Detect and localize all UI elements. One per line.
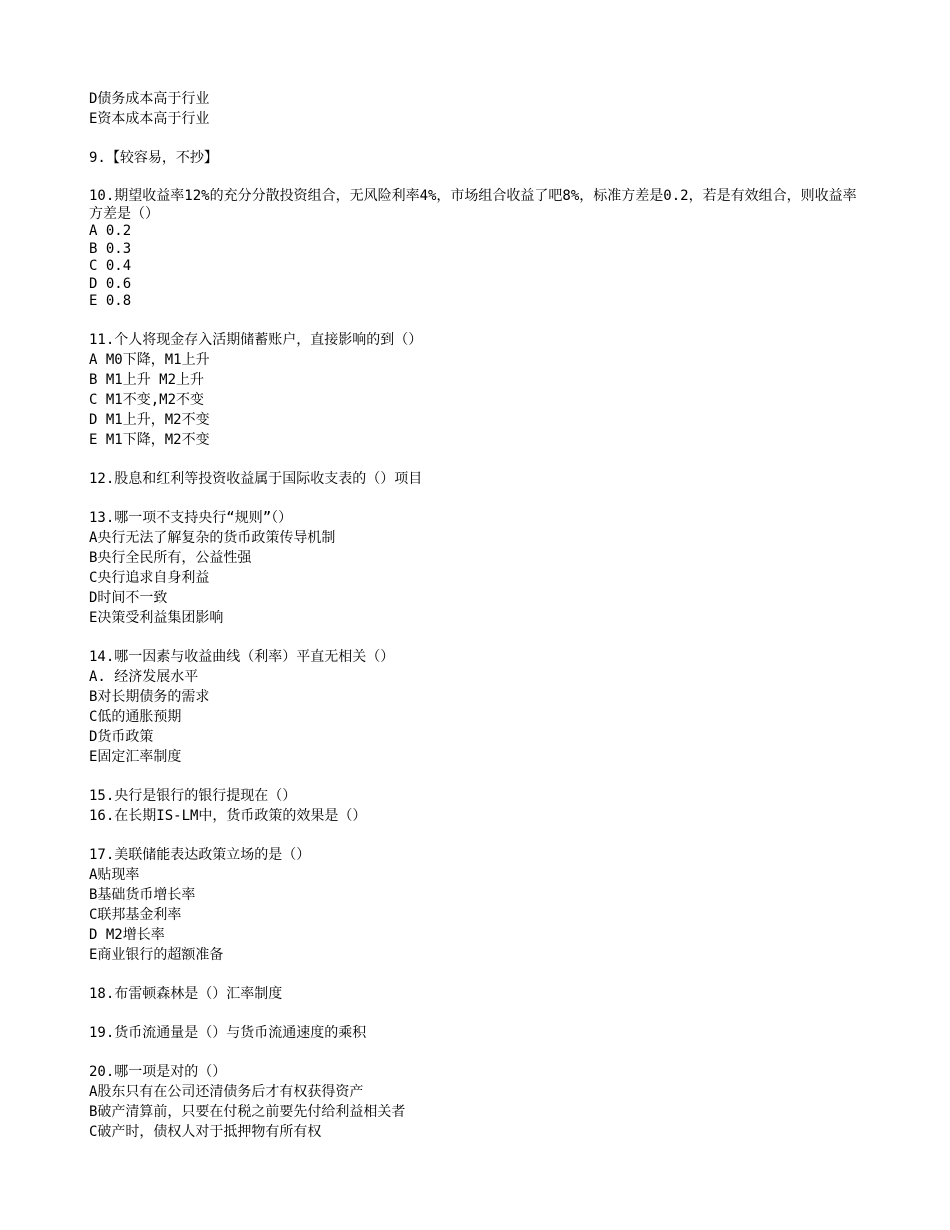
option-a: A 0.2: [89, 223, 132, 239]
option-d: D货币政策: [89, 728, 154, 745]
option-e: E商业银行的超额准备: [89, 946, 224, 963]
option-d: D M2增长率: [89, 926, 165, 943]
question-text: 18.布雷顿森林是（）汇率制度: [89, 985, 283, 1002]
question-text: 13.哪一项不支持央行“规则”（）: [89, 509, 293, 526]
option-e: E决策受利益集团影响: [89, 609, 224, 626]
option-a: A. 经济发展水平: [89, 668, 199, 685]
question-8-options-tail: [89, 89, 869, 129]
option-b: B 0.3: [89, 240, 132, 257]
document-page: [89, 89, 869, 1142]
question-text: 17.美联储能表达政策立场的是（）: [89, 846, 311, 863]
option-b: B M1上升 M2上升: [89, 371, 205, 388]
option-e: E固定汇率制度: [89, 748, 182, 765]
question-text: 10.期望收益率12%的充分分散投资组合，无风险利率4%，市场组合收益了吧8%，标准方差是0.2，若是有效组合，则收益率方差是（）: [89, 188, 857, 222]
option-c: C 0.4: [89, 258, 132, 275]
option-b: B对长期债务的需求: [89, 688, 210, 705]
option-a: A央行无法了解复杂的货币政策传导机制: [89, 529, 336, 546]
option-d: D M1上升，M2不变: [89, 411, 210, 428]
question-15-text: 15.央行是银行的银行提现在（）: [89, 787, 297, 804]
questions-15-16: [89, 786, 869, 826]
question-11: [89, 330, 869, 450]
question-13: [89, 508, 869, 628]
question-12: [89, 469, 869, 489]
question-text: 9.【较容易，不抄】: [89, 150, 218, 166]
question-9: [89, 148, 869, 168]
option-b: B基础货币增长率: [89, 886, 196, 903]
question-16-text: 16.在长期IS-LM中，货币政策的效果是（）: [89, 807, 367, 824]
option-e: E M1下降，M2不变: [89, 431, 210, 448]
option-c: C M1不变,M2不变: [89, 391, 205, 408]
question-20: [89, 1062, 869, 1142]
option-d: D 0.6: [89, 275, 132, 292]
question-text: 11.个人将现金存入活期储蓄账户，直接影响的到（）: [89, 331, 423, 348]
option-b: B破产清算前，只要在付税之前要先付给利益相关者: [89, 1103, 406, 1120]
option-c: C央行追求自身利益: [89, 569, 210, 586]
question-17: [89, 845, 869, 965]
question-text: 19.货币流通量是（）与货币流通速度的乘积: [89, 1024, 367, 1041]
option-a: A M0下降，M1上升: [89, 351, 210, 368]
option-e: E资本成本高于行业: [89, 111, 210, 127]
question-14: [89, 647, 869, 767]
option-a: A股东只有在公司还清债务后才有权获得资产: [89, 1083, 364, 1100]
question-10: [89, 187, 869, 311]
question-text: 20.哪一项是对的（）: [89, 1063, 227, 1080]
question-18: [89, 984, 869, 1004]
option-c: C联邦基金利率: [89, 906, 182, 923]
option-c: C低的通胀预期: [89, 708, 182, 725]
option-a: A贴现率: [89, 866, 140, 883]
question-text: 12.股息和红利等投资收益属于国际收支表的（）项目: [89, 470, 423, 487]
option-d: D时间不一致: [89, 589, 168, 606]
question-19: [89, 1023, 869, 1043]
option-c: C破产时，债权人对于抵押物有所有权: [89, 1123, 322, 1140]
option-b: B央行全民所有，公益性强: [89, 549, 252, 566]
question-text: 14.哪一因素与收益曲线（利率）平直无相关（）: [89, 648, 395, 665]
option-d: D债务成本高于行业: [89, 91, 210, 107]
option-e: E 0.8: [89, 293, 132, 310]
